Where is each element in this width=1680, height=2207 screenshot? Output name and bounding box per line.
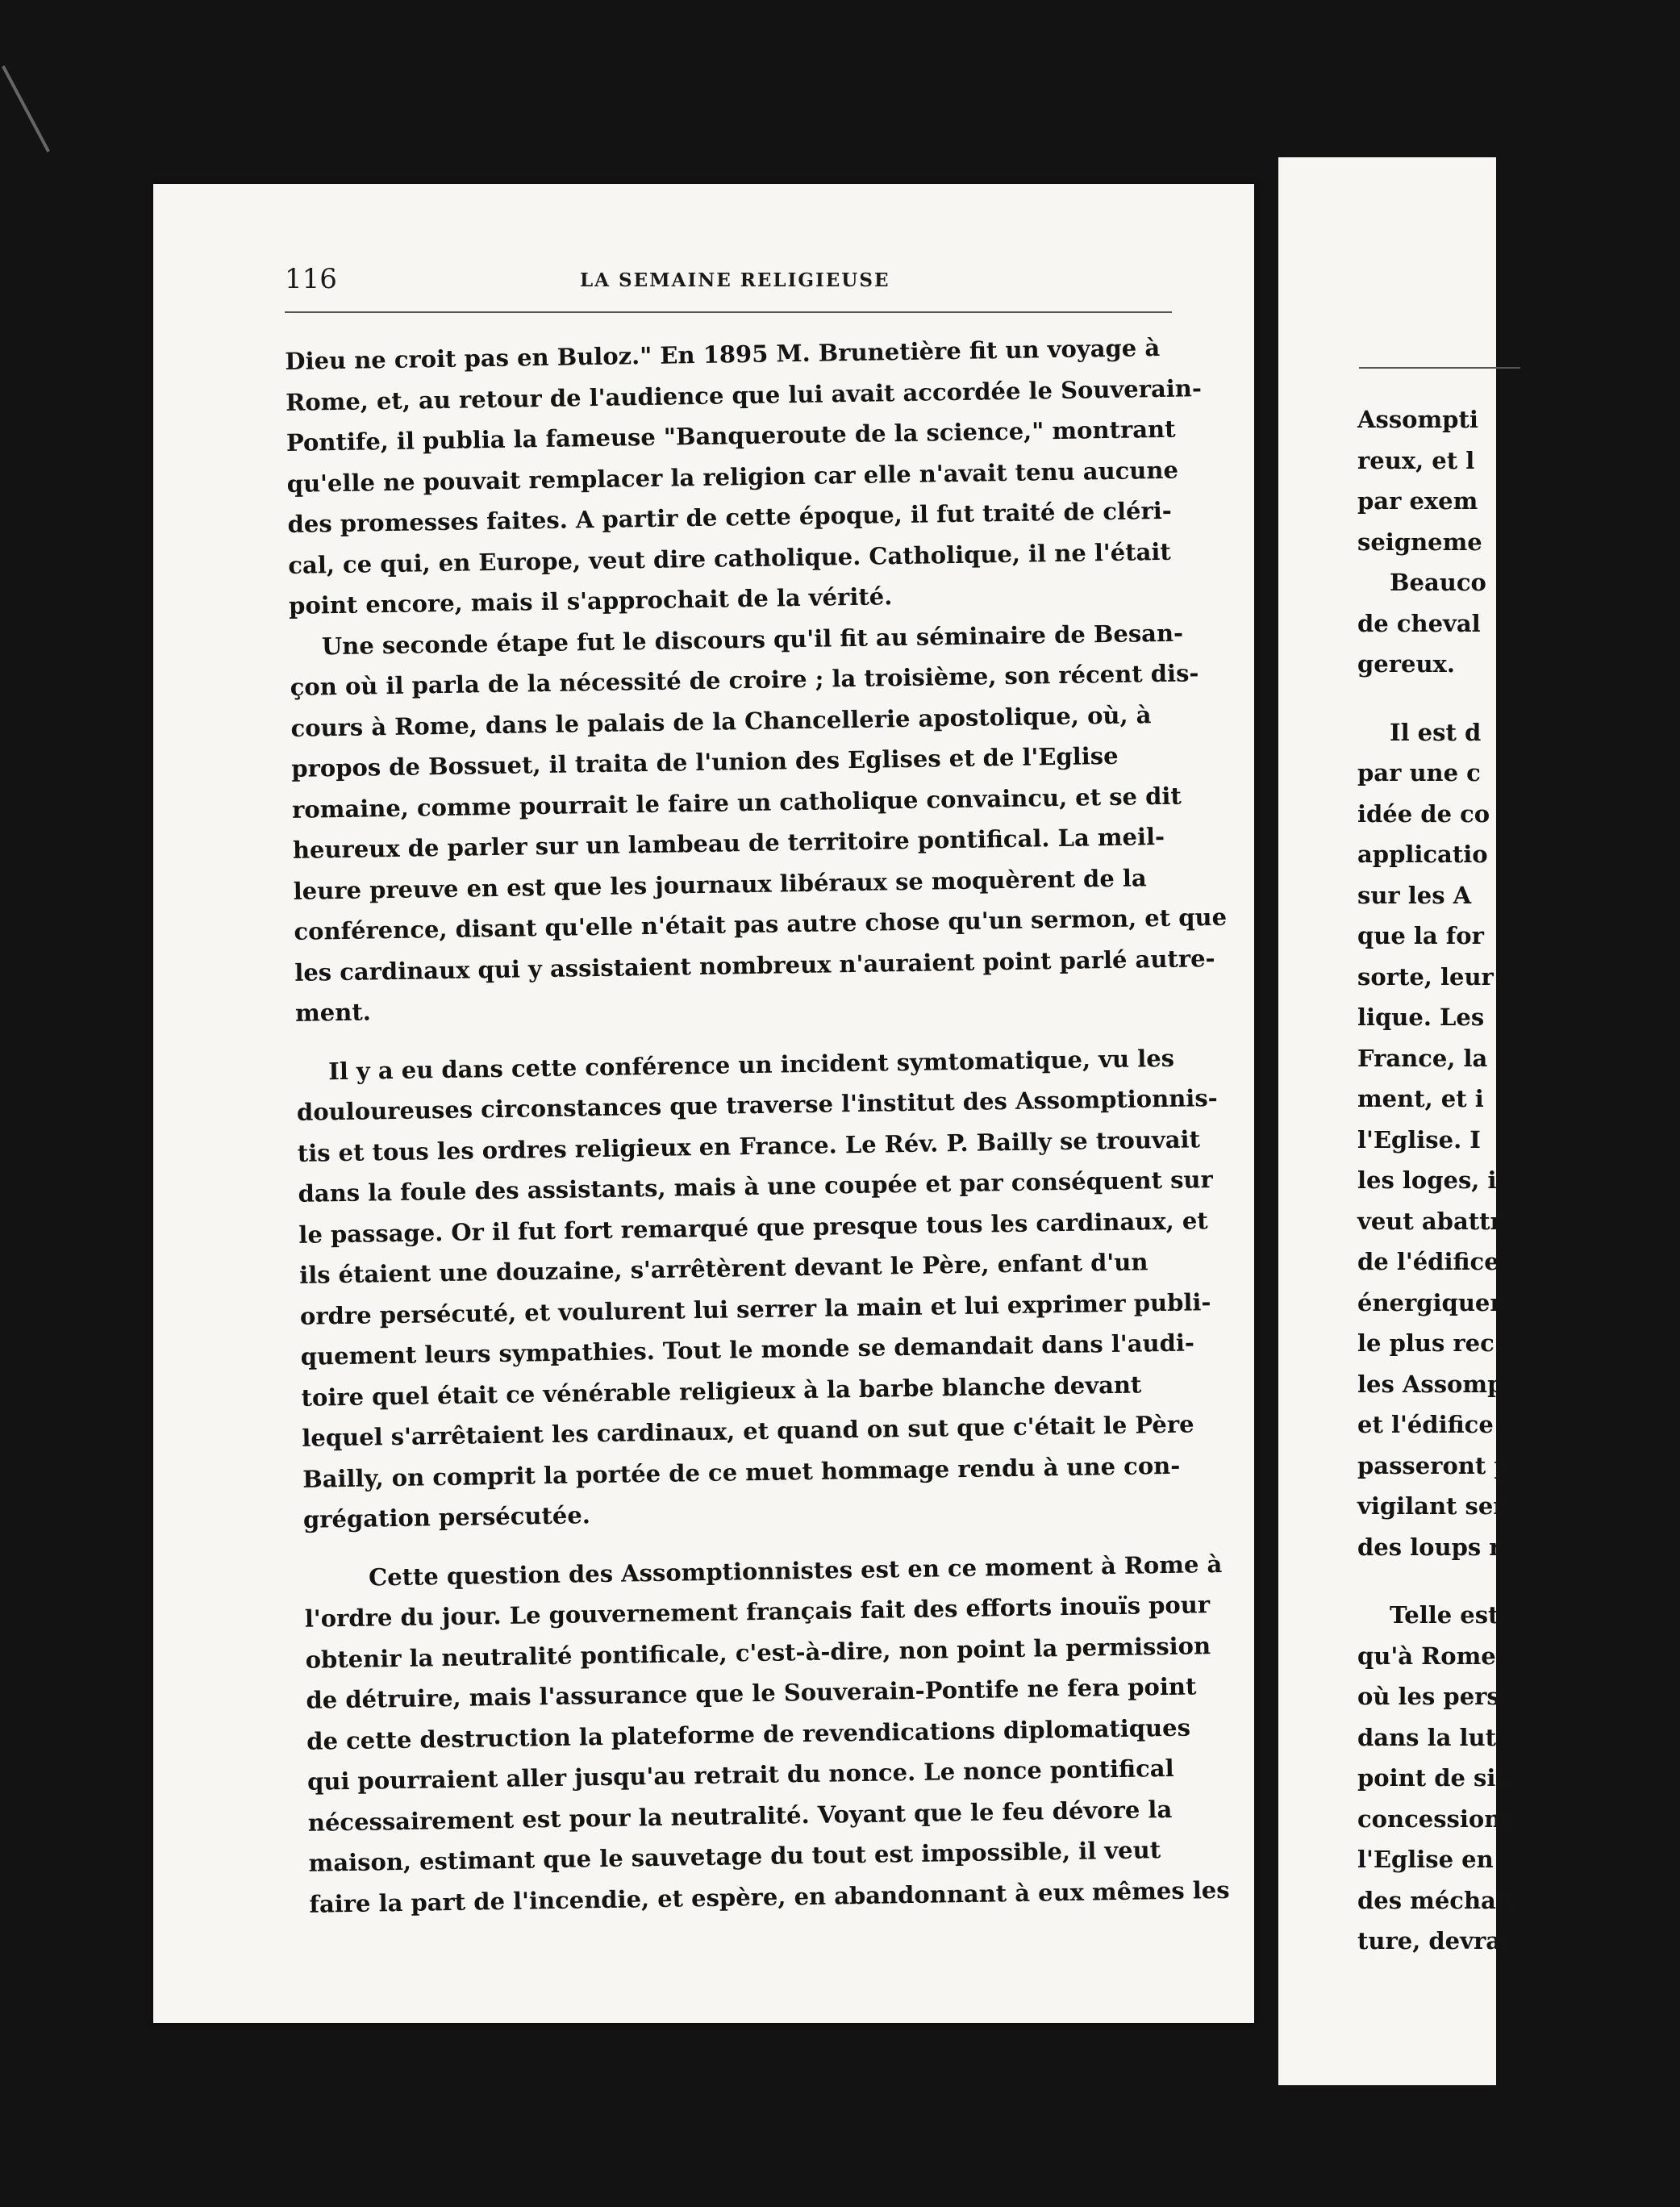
body-text (1357, 399, 1680, 1962)
text-line: toire quel était ce vénérable religieux à la barbe blanche devant (301, 1370, 1142, 1412)
paragraph-gap (1357, 1567, 1680, 1595)
text-line: les loges, i (1357, 1166, 1497, 1194)
text-line: où les pers (1357, 1683, 1500, 1710)
text-line: sorte, leur (1357, 962, 1494, 991)
text-line: qu'à Rome (1357, 1642, 1496, 1670)
text-line: çon où il parla de la nécessité de croire ; la troisième, son récent dis- (290, 659, 1199, 701)
text-line: de l'édifice (1357, 1248, 1499, 1275)
text-line: grégation persécutée. (302, 1501, 591, 1533)
text-line: idée de co (1357, 799, 1490, 828)
text-line: les Assomp (1357, 1370, 1504, 1398)
text-line: le passage. Or il fut fort remarqué que presque tous les cardinaux, et (298, 1206, 1208, 1249)
paragraph (285, 327, 1203, 626)
text-line: par une c (1357, 759, 1481, 786)
text-line: sur les A (1357, 881, 1472, 909)
header-rule (1359, 367, 1520, 369)
text-line: dans la lut (1357, 1723, 1496, 1751)
text-line: ment. (294, 998, 372, 1027)
text-line: lequel s'arrêtaient les cardinaux, et quand on sut que c'était le Père (302, 1410, 1194, 1452)
text-line: nécessairement est pour la neutralité. Voyant que le feu dévore la (307, 1795, 1173, 1837)
right-page-fragment (1278, 157, 1515, 2085)
left-page (153, 184, 1254, 2023)
text-line: Telle est (1390, 1601, 1499, 1629)
text-line: Il y a eu dans cette conférence un incident symtomatique, vu les (327, 1044, 1175, 1085)
text-line: romaine, comme pourrait le faire un catholique convaincu, et se dit (291, 782, 1182, 824)
text-line: cal, ce qui, en Europe, veut dire catholique. Catholique, il ne l'était (288, 537, 1172, 579)
text-line: de cheval (1357, 609, 1481, 637)
text-line: des promesses faites. A partir de cette époque, il fut traité de cléri- (287, 496, 1173, 538)
text-line: les cardinaux qui y assistaient nombreux n'auraient point parlé autre- (294, 944, 1215, 987)
text-line: concessions (1357, 1804, 1515, 1833)
text-line: reux, et l (1357, 446, 1475, 474)
text-line: cours à Rome, dans le palais de la Chancellerie apostolique, où, à (290, 700, 1152, 742)
text-line: Beauco (1390, 569, 1486, 596)
text-line: quement leurs sympathies. Tout le monde se demandait dans l'audi- (300, 1329, 1195, 1371)
text-line: ils étaient une douzaine, s'arrêtèrent devant le Père, enfant d'un (298, 1248, 1148, 1289)
text-line: énergiquer (1357, 1288, 1503, 1316)
text-line: Bailly, on comprit la portée de ce muet hommage rendu à une con- (302, 1451, 1181, 1493)
text-line: vigilant ser (1357, 1492, 1506, 1520)
text-line: faire la part de l'incendie, et espère, en abandonnant à eux mêmes les (309, 1875, 1230, 1918)
text-line: veut abattr (1357, 1207, 1503, 1235)
paragraph (296, 1037, 1218, 1541)
paragraph (290, 612, 1228, 1034)
text-line: obtenir la neutralité pontificale, c'est-à-dire, non point la permission (305, 1631, 1211, 1674)
text-line: lique. Les (1357, 1003, 1485, 1031)
text-line: point de sit (1357, 1764, 1507, 1792)
text-line: Dieu ne croit pas en Buloz." En 1895 M. Brunetière fit un voyage à (285, 333, 1161, 375)
text-line: l'ordre du jour. Le gouvernement français fait des efforts inouïs pour (304, 1591, 1211, 1633)
paragraph-gap (1357, 685, 1680, 712)
text-line: Rome, et, au retour de l'audience que lui avait accordée le Souverain- (285, 373, 1203, 416)
header-rule (285, 311, 1172, 313)
text-line: douloureuses circonstances que traverse l'institut des Assomptionnis- (296, 1083, 1218, 1126)
text-line: de détruire, mais l'assurance que le Souverain-Pontife ne fera point (306, 1672, 1197, 1714)
text-line: Il est d (1390, 718, 1482, 746)
text-line: des loups r (1357, 1533, 1502, 1561)
text-line: que la for (1357, 922, 1484, 949)
running-title: LA SEMAINE RELIGIEUSE (580, 269, 890, 291)
text-line: propos de Bossuet, il traita de l'union des Eglises et de l'Eglise (291, 741, 1119, 782)
text-line: ordre persécuté, et voulurent lui serrer la main et lui exprimer publi- (299, 1287, 1211, 1330)
scan-artifact (2, 65, 50, 152)
text-line: Une seconde étape fut le discours qu'il fit au séminaire de Besan- (321, 619, 1184, 660)
text-line: point encore, mais il s'approchait de la vérité. (288, 582, 893, 620)
body-text (285, 327, 1230, 1925)
text-line: de cette destruction la plateforme de revendications diplomatiques (306, 1713, 1191, 1755)
text-line: passeront p (1357, 1451, 1511, 1479)
text-line: maison, estimant que le sauvetage du tout est impossible, il veut (308, 1836, 1161, 1877)
page-header (285, 263, 1172, 311)
text-line: qui pourraient aller jusqu'au retrait du nonce. Le nonce pontifical (306, 1754, 1174, 1796)
page-number: 116 (285, 263, 337, 295)
text-line: heureux de parler sur un lambeau de territoire pontifical. La meil- (292, 822, 1165, 864)
text-line: conférence, disant qu'elle n'était pas autre chose qu'un sermon, et que (294, 903, 1228, 945)
text-line: Pontife, il publia la fameuse "Banqueroute de la science," montrant (286, 415, 1176, 457)
text-line: l'Eglise. I (1357, 1125, 1481, 1154)
text-line: l'Eglise en (1357, 1846, 1494, 1873)
text-line: ment, et i (1357, 1085, 1484, 1112)
text-line: des méchan (1357, 1886, 1513, 1914)
text-line: Assompti (1357, 406, 1478, 433)
text-line: ture, devrai (1357, 1927, 1511, 1955)
text-line: dans la foule des assistants, mais à une coupée et par conséquent sur (298, 1166, 1214, 1208)
text-line: et l'édifice (1357, 1411, 1494, 1438)
text-line: le plus rec (1357, 1329, 1494, 1357)
text-line: gereux. (1357, 650, 1455, 678)
text-line: tis et tous les ordres religieux en France. Le Rév. P. Bailly se trouvait (297, 1124, 1201, 1167)
text-line: leure preuve en est que les journaux libéraux se moquèrent de la (293, 863, 1147, 905)
text-line: applicatio (1357, 841, 1488, 868)
text-line: qu'elle ne pouvait remplacer la religion car elle n'avait tenu aucune (286, 456, 1179, 498)
text-line: seigneme (1357, 528, 1482, 556)
text-line: par exem (1357, 487, 1478, 515)
text-line: Cette question des Assomptionnistes est en ce moment à Rome à (368, 1550, 1223, 1592)
text-line: France, la (1357, 1044, 1488, 1072)
paragraph (304, 1544, 1230, 1925)
